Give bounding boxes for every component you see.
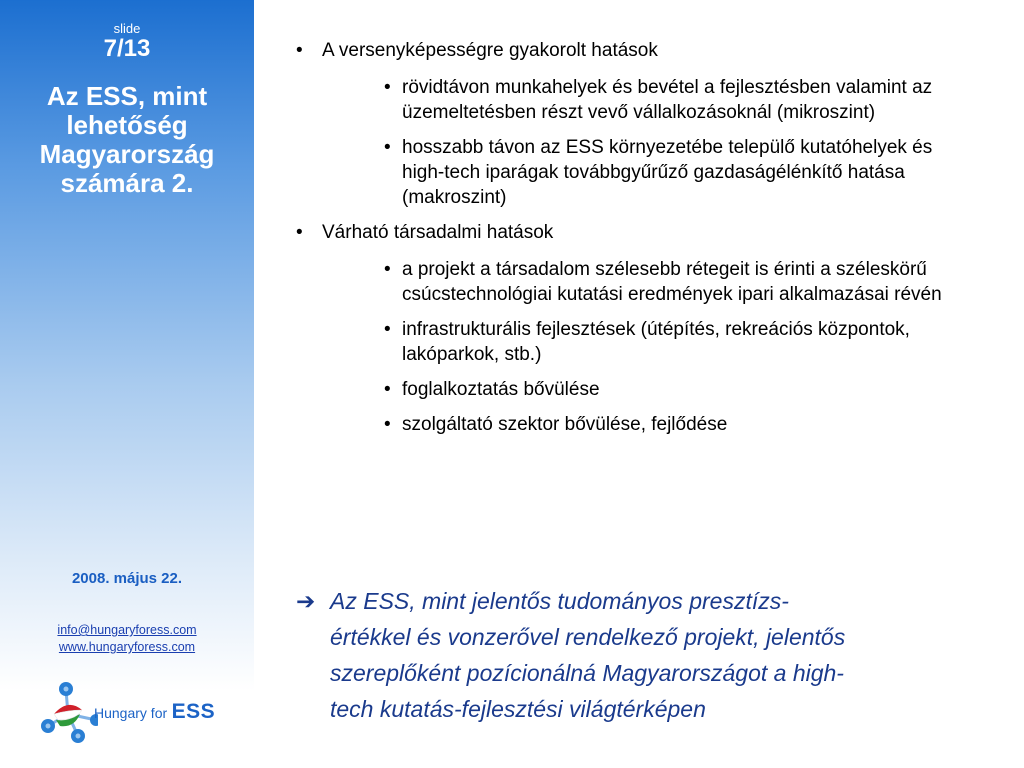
bullet-icon: • bbox=[384, 379, 391, 400]
sidebar bbox=[0, 0, 254, 768]
bullet-icon: • bbox=[296, 222, 303, 243]
bullet-icon: • bbox=[384, 77, 391, 98]
sub-bullet-item bbox=[384, 317, 962, 367]
bullet-section bbox=[290, 220, 990, 245]
bullet-icon: • bbox=[384, 414, 391, 435]
bullet-section bbox=[290, 38, 990, 63]
slide-title-line: Az ESS, mint bbox=[46, 81, 208, 111]
bullet-icon: • bbox=[384, 137, 391, 158]
slide-title-line: számára 2. bbox=[60, 168, 194, 198]
slide-label: slide bbox=[113, 21, 141, 36]
sub-bullet-text: hosszabb távon az ESS környezetébe települő kutatóhelyek és high-tech iparágak továbbgyűrűző gazdaságélénkítő hatása (makroszint) bbox=[402, 137, 933, 208]
molecule-logo-icon bbox=[38, 680, 98, 744]
bullet-icon: • bbox=[384, 259, 391, 280]
slide-number: 7/13 bbox=[103, 35, 151, 62]
sub-bullet-item bbox=[384, 377, 962, 402]
sub-bullet-item bbox=[384, 412, 962, 437]
logo-text-prefix: Hungary for bbox=[94, 705, 168, 721]
conclusion-line: tech kutatás-fejlesztési világtérképen bbox=[330, 696, 706, 722]
slide-title-line: Magyarország bbox=[39, 139, 215, 169]
sub-bullet-text: infrastrukturális fejlesztések (útépítés, rekreációs központok, lakóparkok, stb.) bbox=[402, 319, 910, 365]
conclusion-line: Az ESS, mint jelentős tudományos presztízs- bbox=[330, 588, 789, 614]
contact-links bbox=[0, 622, 254, 656]
sub-bullet-item bbox=[384, 257, 962, 307]
conclusion-line: szereplőként pozícionálná Magyarországot a high- bbox=[330, 660, 844, 686]
slide-content bbox=[290, 38, 990, 447]
presentation-date: 2008. május 22. bbox=[71, 570, 183, 587]
logo-text-brand: ESS bbox=[171, 700, 216, 723]
sub-bullet-item bbox=[384, 75, 962, 125]
email-link[interactable]: info@hungaryforess.com bbox=[57, 623, 197, 637]
website-link[interactable]: www.hungaryforess.com bbox=[58, 640, 196, 654]
sub-bullet-text: foglalkoztatás bővülése bbox=[402, 379, 600, 400]
conclusion-statement bbox=[296, 583, 976, 727]
hungary-for-ess-logo bbox=[38, 680, 218, 744]
sub-bullet-item bbox=[384, 135, 962, 210]
bullet-icon: • bbox=[296, 40, 303, 61]
section-heading: Várható társadalmi hatások bbox=[322, 222, 554, 243]
sub-bullet-text: szolgáltató szektor bővülése, fejlődése bbox=[402, 414, 728, 435]
arrow-right-icon: ➔ bbox=[296, 588, 316, 614]
slide-title-line: lehetőség bbox=[66, 110, 188, 140]
sub-bullet-text: a projekt a társadalom szélesebb rétegeit is érinti a széleskörű csúcstechnológiai kutatási eredmények ipari alkalmazásai révén bbox=[402, 259, 942, 305]
logo-text bbox=[94, 700, 215, 724]
conclusion-line: értékkel és vonzerővel rendelkező projekt, jelentős bbox=[330, 624, 846, 650]
slide-title bbox=[0, 82, 254, 198]
section-heading: A versenyképességre gyakorolt hatások bbox=[322, 40, 658, 61]
sub-bullet-text: rövidtávon munkahelyek és bevétel a fejlesztésben valamint az üzemeltetésben részt vevő vállalkozásoknál (mikroszint) bbox=[402, 77, 933, 123]
bullet-icon: • bbox=[384, 319, 391, 340]
